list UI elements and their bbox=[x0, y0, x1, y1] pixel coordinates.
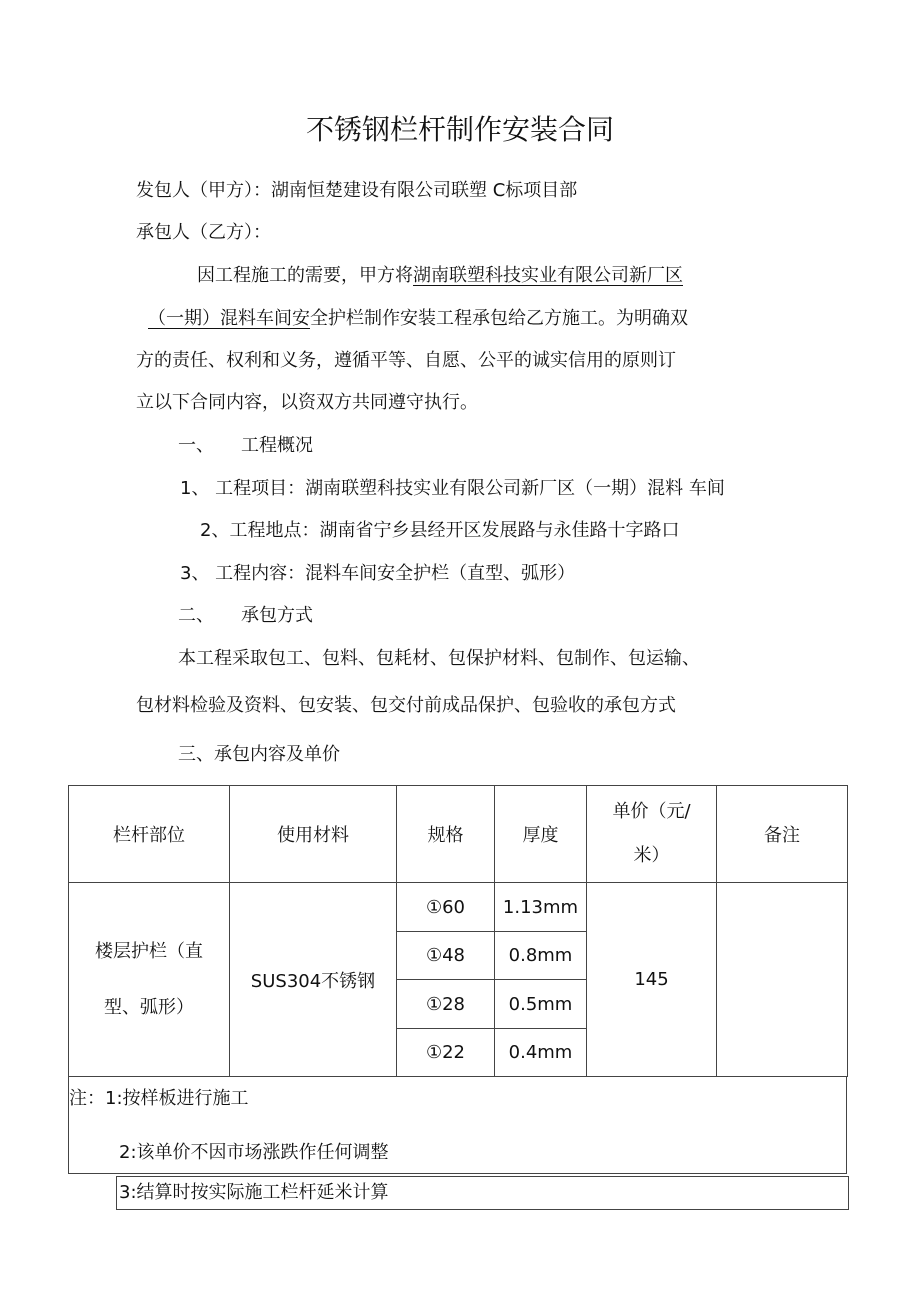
party-a-line: 发包人（甲方）：湖南恒楚建设有限公司联塑 C标项目部 bbox=[136, 180, 578, 201]
intro-line-2-plain: 全护栏制作安装工程承包给乙方施工。为明确双 bbox=[310, 308, 688, 329]
header-material: 使用材料 bbox=[230, 786, 397, 883]
header-thickness: 厚度 bbox=[495, 786, 587, 883]
intro-line-2 bbox=[148, 307, 688, 331]
header-unit-price bbox=[587, 786, 717, 883]
project-phase-underlined: （一期）混料车间安 bbox=[148, 308, 310, 329]
section-2-paragraph-1: 本工程采取包工、包料、包耗材、包保护材料、包制作、包运输、 bbox=[178, 648, 700, 669]
section-1-number: 一、 bbox=[178, 435, 214, 456]
note-3-box bbox=[116, 1176, 849, 1210]
header-spec: 规格 bbox=[397, 786, 495, 883]
section-1-item-2: 2、工程地点：湖南省宁乡县经开区发展路与永佳路十字路口 bbox=[200, 520, 680, 541]
section-1-title: 工程概况 bbox=[241, 435, 313, 456]
cell-unit-price: 145 bbox=[587, 883, 717, 1077]
note-2: 2:该单价不因市场涨跌作任何调整 bbox=[119, 1142, 389, 1163]
header-unit-price-line-1: 单价（元/ bbox=[612, 801, 691, 822]
section-1-item-1: 1、 工程项目：湖南联塑科技实业有限公司新厂区（一期）混料 车间 bbox=[180, 478, 725, 499]
cell-part-line-1: 楼层护栏（直 bbox=[95, 940, 203, 962]
cell-spec: ①60 bbox=[397, 883, 495, 932]
party-b-line: 承包人（乙方）： bbox=[136, 222, 271, 243]
cell-spec: ①48 bbox=[397, 932, 495, 980]
intro-line-1-plain: 因工程施工的需要，甲方将 bbox=[197, 265, 413, 286]
section-2-paragraph-2: 包材料检验及资料、包安装、包交付前成品保护、包验收的承包方式 bbox=[136, 695, 676, 716]
section-1-item-3: 3、 工程内容：混料车间安全护栏（直型、弧形） bbox=[180, 563, 576, 584]
table-row bbox=[69, 883, 848, 932]
contract-title: 不锈钢栏杆制作安装合同 bbox=[305, 113, 614, 146]
project-name-underlined: 湖南联塑科技实业有限公司新厂区 bbox=[413, 265, 683, 286]
note-3: 3:结算时按实际施工栏杆延米计算 bbox=[119, 1182, 389, 1203]
section-3-title: 三、承包内容及单价 bbox=[178, 744, 340, 765]
cell-thickness: 0.5mm bbox=[495, 980, 587, 1029]
header-part: 栏杆部位 bbox=[69, 786, 230, 883]
table-header-row bbox=[69, 786, 848, 883]
intro-line-1 bbox=[197, 264, 683, 288]
intro-line-4: 立以下合同内容，以资双方共同遵守执行。 bbox=[136, 392, 478, 413]
cell-thickness: 1.13mm bbox=[495, 883, 587, 932]
section-2-number: 二、 bbox=[178, 605, 214, 626]
cell-thickness: 0.8mm bbox=[495, 932, 587, 980]
cell-material: SUS304不锈钢 bbox=[230, 883, 397, 1077]
cell-spec: ①22 bbox=[397, 1029, 495, 1077]
section-2-title: 承包方式 bbox=[241, 605, 313, 626]
cell-part-line-2: 型、弧形） bbox=[104, 996, 194, 1018]
price-table bbox=[68, 785, 848, 1077]
note-1: 注：1:按样板进行施工 bbox=[69, 1088, 249, 1109]
notes-box bbox=[68, 1077, 847, 1174]
header-unit-price-line-2: 米） bbox=[633, 845, 670, 866]
cell-spec: ①28 bbox=[397, 980, 495, 1029]
cell-part bbox=[69, 883, 230, 1077]
intro-line-3: 方的责任、权利和义务，遵循平等、自愿、公平的诚实信用的原则订 bbox=[136, 350, 676, 371]
cell-remarks bbox=[717, 883, 848, 1077]
cell-thickness: 0.4mm bbox=[495, 1029, 587, 1077]
header-remarks: 备注 bbox=[717, 786, 848, 883]
